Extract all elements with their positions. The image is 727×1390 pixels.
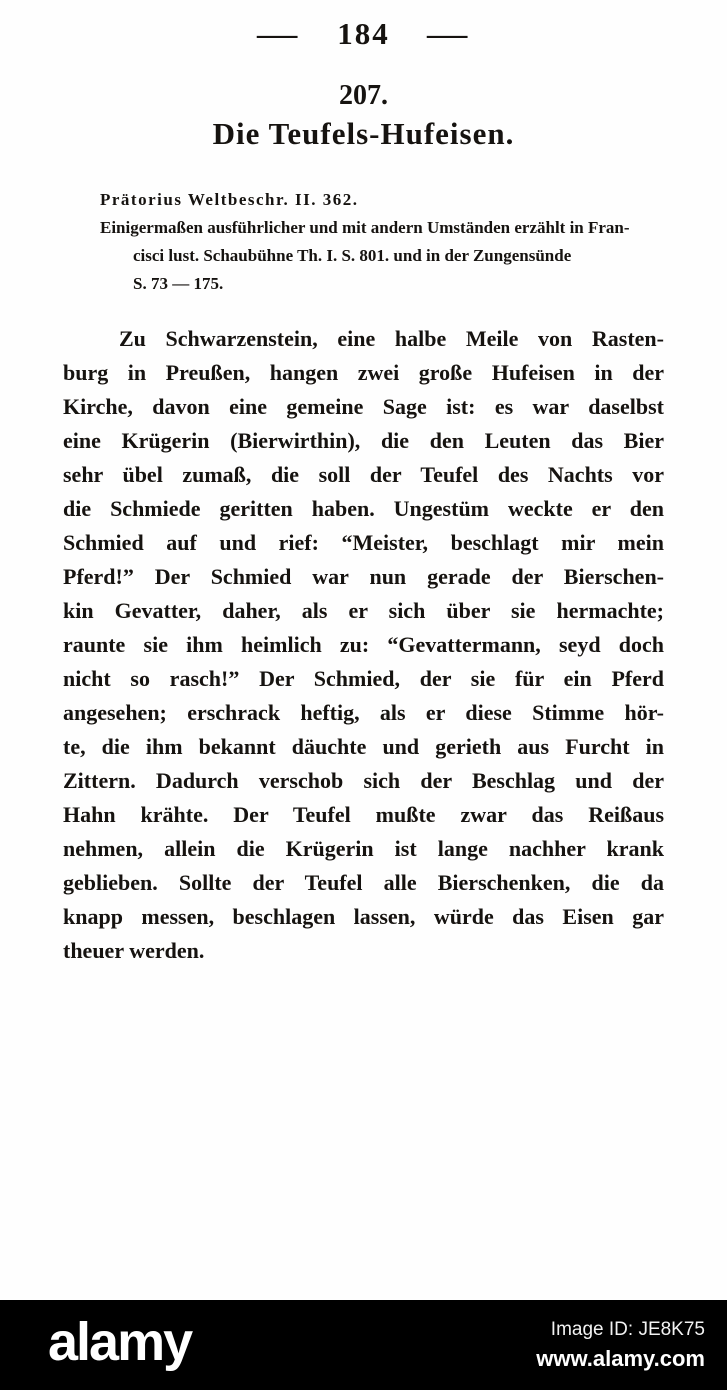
citation-line: cisci lust. Schaubühne Th. I. S. 801. und in der Zungensünde — [133, 246, 572, 265]
header-dash-right: — — [426, 16, 470, 51]
story-title: Die Teufels-Hufeisen. — [212, 116, 515, 151]
text-line: burg in Preußen, hangen zwei große Hufeisen in der — [63, 360, 664, 385]
text-line: Schmied auf und rief: “Meister, beschlagt mir mein — [63, 530, 664, 555]
page-header — [0, 16, 727, 52]
alamy-logo: alamy — [48, 1312, 192, 1372]
text-line: Zu Schwarzenstein, eine halbe Meile von Rasten- — [119, 326, 664, 351]
text-line: Kirche, davon eine gemeine Sage ist: es war daselbst — [63, 394, 664, 419]
text-line: geblieben. Sollte der Teufel alle Bierschenken, die da — [63, 870, 664, 895]
text-line: sehr übel zumaß, die soll der Teufel des Nachts vor — [63, 462, 664, 487]
text-line: nicht so rasch!” Der Schmied, der sie für ein Pferd — [63, 666, 664, 691]
story-text — [63, 322, 664, 968]
text-line: eine Krügerin (Bierwirthin), die den Leuten das Bier — [63, 428, 664, 453]
section-number: 207. — [339, 80, 388, 111]
text-line: angesehen; erschrack heftig, als er diese Stimme hör- — [63, 700, 664, 725]
text-line: Hahn krähte. Der Teufel mußte zwar das Reißaus — [63, 802, 664, 827]
citation-line: S. 73 — 175. — [133, 274, 224, 293]
watermark-info — [536, 1319, 705, 1372]
citation-line: Einigermaßen ausführlicher und mit andern Umständen erzählt in Fran- — [100, 218, 630, 237]
text-line: knapp messen, beschlagen lassen, würde das Eisen gar — [63, 904, 664, 929]
alamy-watermark-bar — [0, 1300, 727, 1390]
page-number: 184 — [337, 16, 390, 51]
text-line: nehmen, allein die Krügerin ist lange nachher krank — [63, 836, 664, 861]
text-line: Pferd!” Der Schmied war nun gerade der Bierschen- — [63, 564, 664, 589]
citation-block — [100, 186, 660, 298]
text-line: te, die ihm bekannt däuchte und gerieth aus Furcht in — [63, 734, 664, 759]
header-dash-left: — — [257, 16, 301, 51]
text-line: die Schmiede geritten haben. Ungestüm weckte er den — [63, 496, 664, 521]
text-line: Zittern. Dadurch verschob sich der Beschlag und der — [63, 768, 664, 793]
citation-line: Prätorius Weltbeschr. II. 362. — [100, 190, 359, 209]
text-line: kin Gevatter, daher, als er sich über sie hermachte; — [63, 598, 664, 623]
image-id-label: Image ID: JE8K75 — [550, 1318, 705, 1340]
text-line: raunte sie ihm heimlich zu: “Gevattermann, seyd doch — [63, 632, 664, 657]
text-line: theuer werden. — [63, 938, 205, 963]
alamy-url: www.alamy.com — [536, 1345, 705, 1371]
